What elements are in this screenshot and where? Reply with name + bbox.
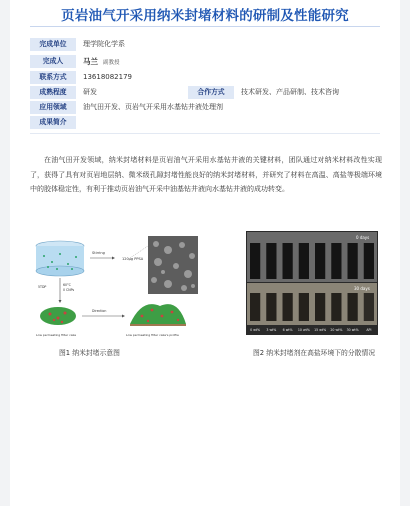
tube-bottom-6	[348, 293, 358, 321]
contact-value: 13618082179	[83, 73, 132, 81]
tube-bottom-1	[266, 293, 276, 321]
tube-label-3: 10 wt%	[297, 328, 310, 332]
info-divider	[30, 133, 380, 134]
page-title: 页岩油气开采用纳米封堵材料的研制及性能研究	[61, 8, 349, 24]
tube-top-5	[331, 243, 341, 279]
tube-label-1: 3 wt%	[266, 328, 277, 332]
person-title: 副教授	[103, 60, 120, 66]
bottom-label: 30 days	[354, 286, 370, 291]
filter-cake-left	[40, 307, 76, 325]
stage-label: 成熟程度	[30, 86, 76, 99]
figure2-photo	[246, 231, 378, 335]
title-divider	[30, 26, 380, 27]
tube-top-7	[364, 243, 374, 279]
document-page	[10, 0, 400, 506]
tube-top-6	[348, 243, 358, 279]
stage-value: 研发	[83, 88, 97, 96]
coop-value: 技术研发、产品研制、技术咨询	[241, 88, 339, 96]
top-label: 0 days	[356, 235, 370, 240]
field-label: 应用领域	[30, 101, 76, 114]
tube-bottom-4	[315, 293, 325, 321]
tube-bottom-3	[299, 293, 309, 321]
low-right-label: Low permeating filter cake's profile	[126, 333, 179, 337]
stirring-label: Stirring	[92, 251, 105, 255]
person-label: 完成人	[30, 55, 76, 68]
unit-label: 完成单位	[30, 38, 76, 51]
low-left-label: Low permeating filter cake	[36, 333, 77, 337]
abstract-text: 在油气田开发领域，纳米封堵材料是页岩油气开采用水基钻井液的关键材料，团队通过对纳米材料改性实现了，获得了具有对页岩地层纳、微米级孔隙封堵性能良好的纳米封堵材料，并研究了材料在高温、高盐等极端环境中的胶体稳定性，有利于推动页岩油气开采中油基钻井液向水基钻井液的成功转变。	[30, 156, 382, 193]
tube-bottom-5	[331, 293, 341, 321]
figure1-schematic	[30, 236, 200, 341]
tube-top-3	[299, 243, 309, 279]
summary-label: 成果简介	[30, 116, 76, 129]
tube-label-6: 30 wt%	[346, 328, 359, 332]
tube-top-4	[315, 243, 325, 279]
tube-label-7: API	[366, 328, 372, 332]
step-left-label: 5TDP	[38, 285, 47, 289]
step-ph-label: 0 CNPs	[63, 288, 75, 292]
field-value: 油气田开发、页岩气开采用水基钻井液处理剂	[83, 103, 223, 111]
tube-bottom-2	[283, 293, 293, 321]
ppm-label: 120μg PPSA	[122, 257, 144, 261]
contact-label: 联系方式	[30, 71, 76, 84]
person-name: 马兰	[83, 57, 98, 66]
beaker-bottom	[36, 266, 84, 276]
cake-base	[130, 324, 186, 326]
step-temp-label: 60°C	[63, 283, 71, 287]
tube-label-0: 0 wt%	[250, 328, 261, 332]
tube-label-2: 6 wt%	[282, 328, 293, 332]
unit-value: 理学院化学系	[83, 40, 125, 48]
figure1-caption: 图1 纳米封堵示意图	[59, 349, 120, 357]
figure2-caption: 图2 纳米封堵剂在高盐环境下的分散情况	[253, 349, 376, 357]
tube-top-0	[250, 243, 260, 279]
tube-label-4: 15 wt%	[314, 328, 327, 332]
tube-bottom-7	[364, 293, 374, 321]
tube-top-2	[283, 243, 293, 279]
tube-bottom-0	[250, 293, 260, 321]
tube-label-5: 20 wt%	[330, 328, 343, 332]
person-value	[83, 55, 120, 70]
direction-label: Direction	[92, 309, 107, 313]
tube-top-1	[266, 243, 276, 279]
coop-label: 合作方式	[188, 86, 234, 99]
